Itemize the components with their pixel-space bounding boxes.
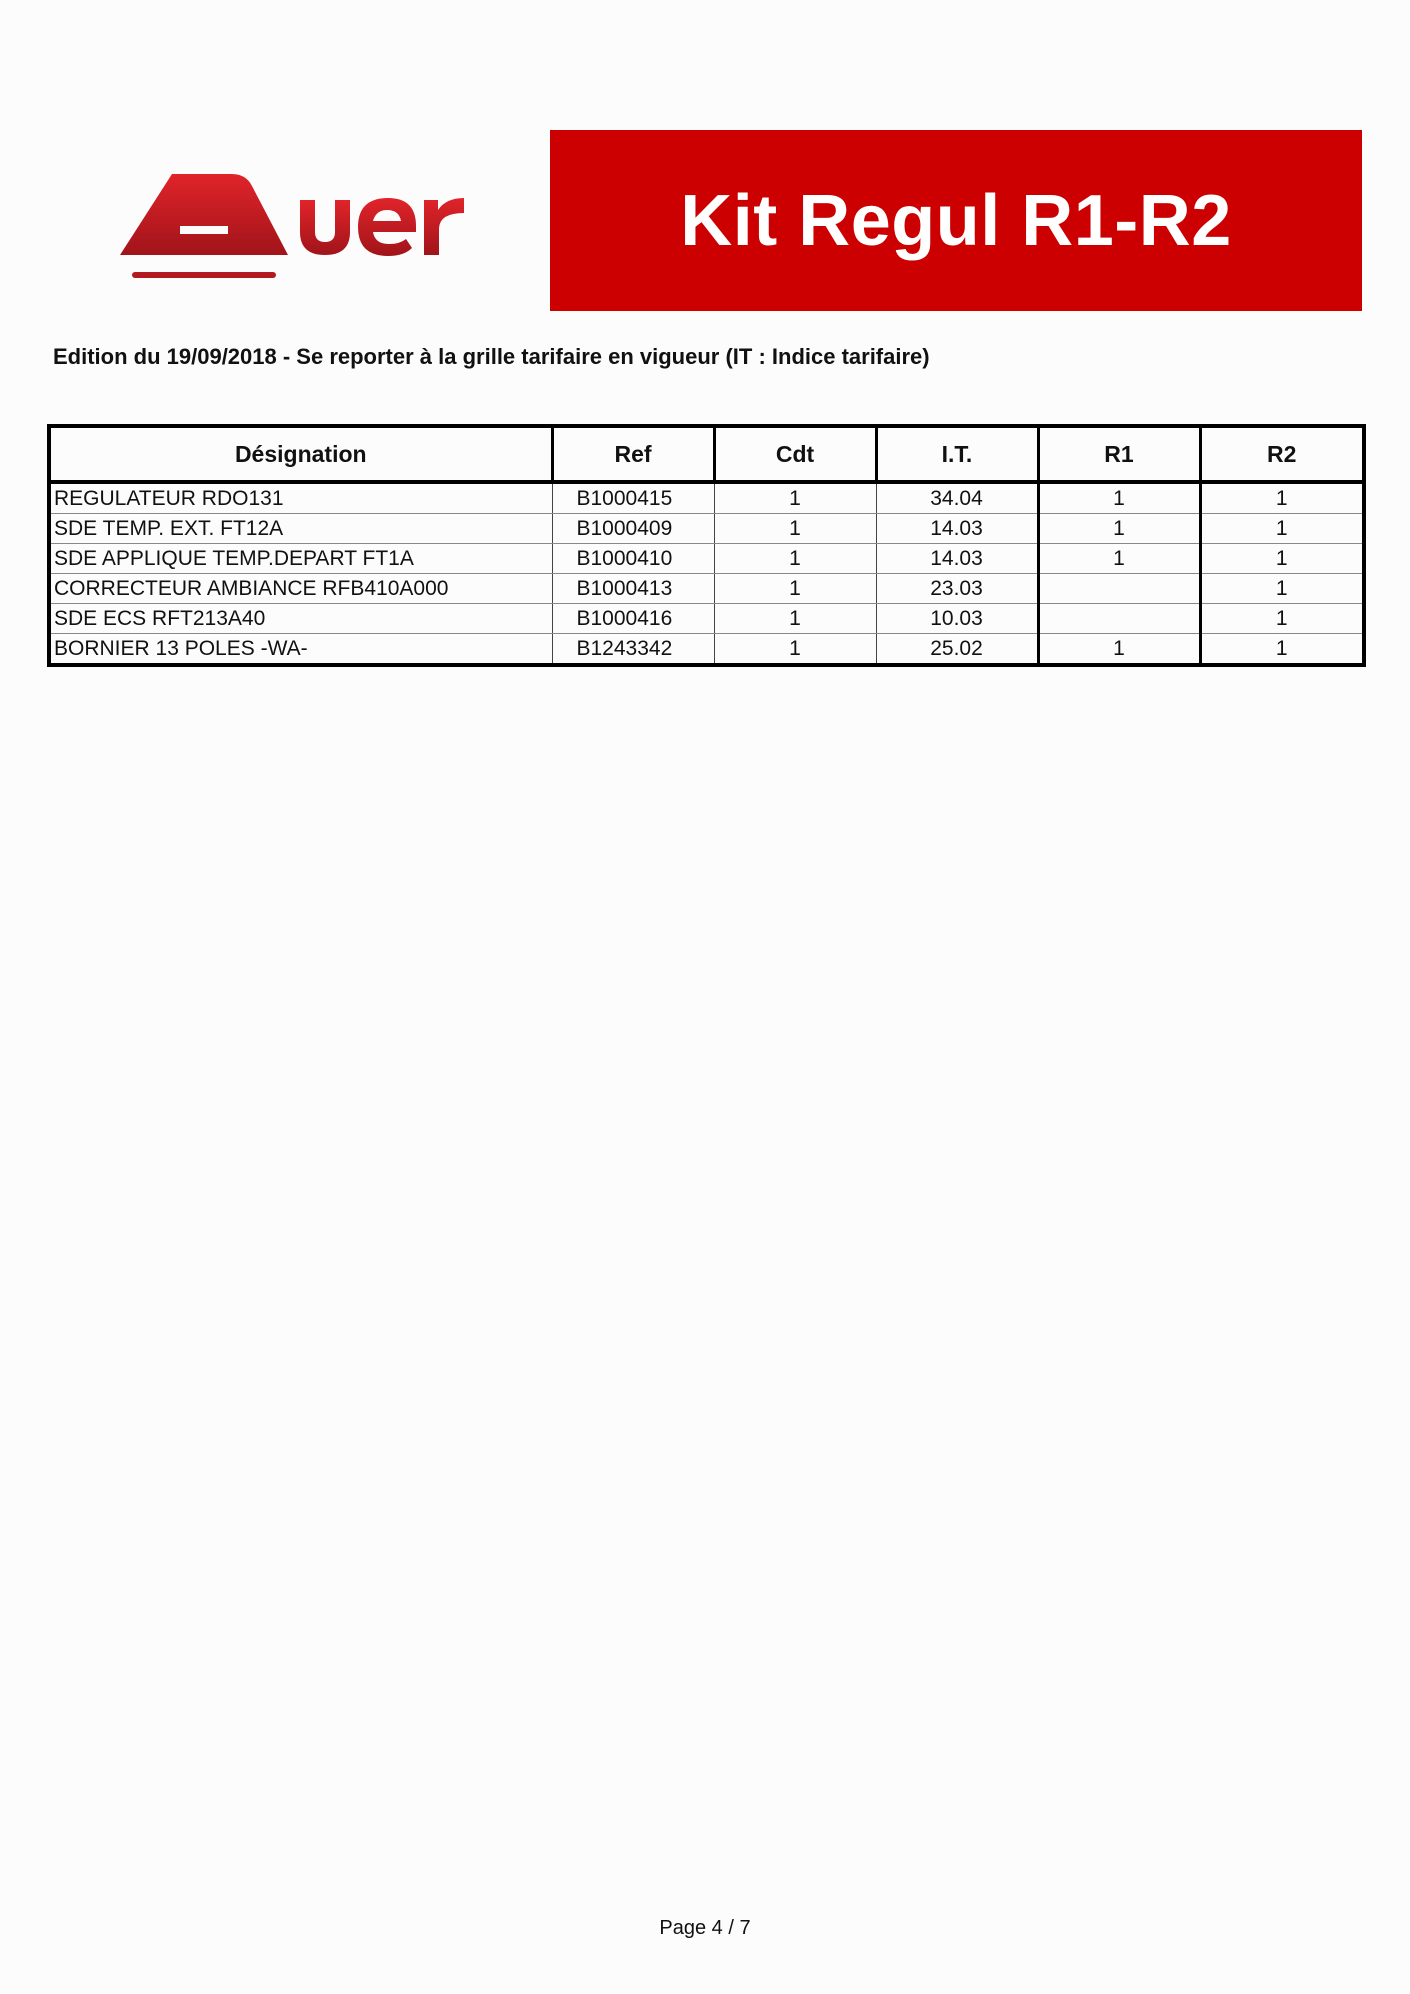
- table-row: [49, 514, 1364, 544]
- cell-r2: 1: [1200, 634, 1364, 666]
- table-row: [49, 544, 1364, 574]
- cell-designation: BORNIER 13 POLES -WA-: [49, 634, 552, 666]
- cell-cdt: 1: [714, 604, 876, 634]
- cell-r2: 1: [1200, 482, 1364, 514]
- cell-designation: SDE TEMP. EXT. FT12A: [49, 514, 552, 544]
- cell-designation: SDE ECS RFT213A40: [49, 604, 552, 634]
- cell-it: 34.04: [876, 482, 1038, 514]
- col-it: I.T.: [876, 426, 1038, 482]
- cell-it: 23.03: [876, 574, 1038, 604]
- cell-it: 14.03: [876, 514, 1038, 544]
- page-title: Kit Regul R1-R2: [680, 180, 1232, 261]
- cell-it: 25.02: [876, 634, 1038, 666]
- cell-r1: 1: [1038, 514, 1200, 544]
- col-designation: Désignation: [49, 426, 552, 482]
- cell-ref: B1000416: [552, 604, 714, 634]
- cell-r1: [1038, 574, 1200, 604]
- cell-ref: B1243342: [552, 634, 714, 666]
- col-cdt: Cdt: [714, 426, 876, 482]
- cell-r2: 1: [1200, 514, 1364, 544]
- cell-it: 14.03: [876, 544, 1038, 574]
- cell-r2: 1: [1200, 574, 1364, 604]
- table-header-row: [49, 426, 1364, 482]
- cell-r1: 1: [1038, 634, 1200, 666]
- page-number: Page 4 / 7: [659, 1917, 751, 1939]
- cell-cdt: 1: [714, 482, 876, 514]
- cell-it: 10.03: [876, 604, 1038, 634]
- table-row: [49, 634, 1364, 666]
- cell-r1: 1: [1038, 482, 1200, 514]
- col-r2: R2: [1200, 426, 1364, 482]
- kit-items-table: [47, 424, 1366, 667]
- cell-cdt: 1: [714, 634, 876, 666]
- table-row: [49, 574, 1364, 604]
- table-row: [49, 482, 1364, 514]
- edition-note: Edition du 19/09/2018 - Se reporter à la grille tarifaire en vigueur (IT : Indice tarifaire): [53, 344, 930, 369]
- cell-cdt: 1: [714, 514, 876, 544]
- cell-designation: REGULATEUR RDO131: [49, 482, 552, 514]
- cell-r2: 1: [1200, 604, 1364, 634]
- cell-r2: 1: [1200, 544, 1364, 574]
- title-banner: [550, 130, 1362, 311]
- col-ref: Ref: [552, 426, 714, 482]
- cell-r1: 1: [1038, 544, 1200, 574]
- cell-ref: B1000415: [552, 482, 714, 514]
- cell-cdt: 1: [714, 544, 876, 574]
- col-r1: R1: [1038, 426, 1200, 482]
- cell-designation: SDE APPLIQUE TEMP.DEPART FT1A: [49, 544, 552, 574]
- cell-ref: B1000413: [552, 574, 714, 604]
- cell-r1: [1038, 604, 1200, 634]
- auer-logo: [120, 160, 512, 290]
- table-row: [49, 604, 1364, 634]
- cell-ref: B1000409: [552, 514, 714, 544]
- cell-designation: CORRECTEUR AMBIANCE RFB410A000: [49, 574, 552, 604]
- cell-cdt: 1: [714, 574, 876, 604]
- cell-ref: B1000410: [552, 544, 714, 574]
